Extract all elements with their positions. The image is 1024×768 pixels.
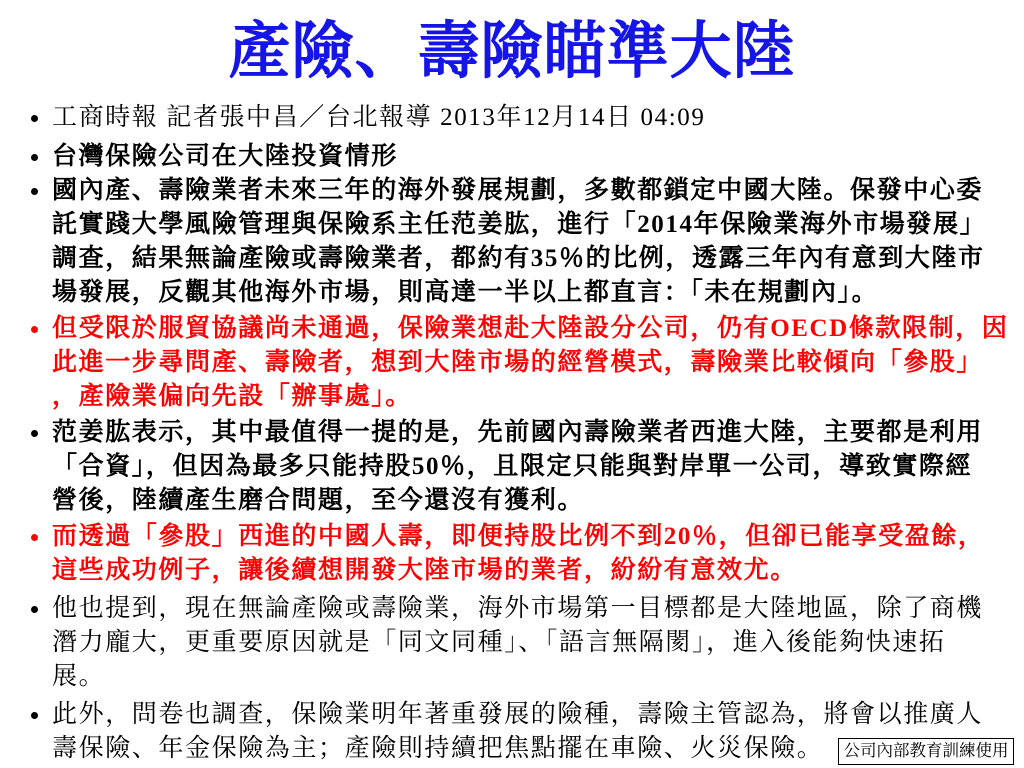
- bullet-marker: [31, 712, 38, 719]
- bullet-line: ，產險業偏向先設「辦事處」。: [52, 383, 412, 410]
- bullet-item-source: [52, 101, 1014, 135]
- slide-title: 產險、壽險瞄準大陸: [228, 18, 796, 86]
- bullet-item-market-focus: [52, 592, 1014, 694]
- bullet-line: 展。: [52, 663, 106, 690]
- bullet-line: 託實踐大學風險管理與保險系主任范姜肱，進行「2014年保險業海外市場發展」: [52, 211, 987, 238]
- bullet-line: 范姜肱表示，其中最值得一提的是，先前國內壽險業者西進大陸，主要都是利用: [52, 419, 984, 446]
- bullet-item-survey-overview: [52, 174, 1014, 310]
- bullet-line: 「合資」，但因為最多只能持股50％，且限定只能與對岸單一公司，導致實際經: [52, 453, 973, 480]
- bullet-item-joint-venture: [52, 416, 1014, 518]
- bullet-line: 但受限於服貿協議尚未通過，保險業想赴大陸設分公司，仍有OECD條款限制，因: [52, 315, 1009, 342]
- bullet-line: 場發展，反觀其他海外市場，則高達一半以上都直言：「未在規劃內」。: [52, 279, 879, 306]
- bullet-line: 潛力龐大，更重要原因就是「同文同種」、「語言無隔閡」，進入後能夠快速拓: [52, 629, 946, 656]
- bullet-item-heading: [52, 140, 1014, 174]
- bullet-line: 此進一步尋問產、壽險者，想到大陸市場的經營模式，壽險業比較傾向「參股」: [52, 349, 984, 376]
- bullet-marker: [31, 326, 38, 333]
- bullet-marker: [31, 188, 38, 195]
- bullet-marker: [31, 606, 38, 613]
- bullet-marker: [31, 534, 38, 541]
- bullet-line: 台灣保險公司在大陸投資情形: [52, 143, 398, 170]
- bullet-line: 營後，陸續產生磨合問題，至今還沒有獲利。: [52, 487, 585, 514]
- bullet-line: 國內產、壽險業者未來三年的海外發展規劃，多數都鎖定中國大陸。保發中心委: [52, 177, 984, 204]
- bullet-line: 而透過「參股」西進的中國人壽，即便持股比例不到20％，但卻已能享受盈餘，: [52, 523, 985, 550]
- internal-use-badge: 公司內部教育訓練使用: [838, 738, 1014, 765]
- bullet-item-equity-example: [52, 520, 1014, 588]
- bullet-line: 他也提到，現在無論產險或壽險業，海外市場第一目標都是大陸地區，除了商機: [52, 595, 984, 622]
- bullet-item-regulation-note: [52, 312, 1014, 414]
- bullet-line: 此外，問卷也調查，保險業明年著重發展的險種，壽險主管認為，將會以推廣人: [52, 701, 984, 728]
- bullet-line: 調查，結果無論產險或壽險業者，都約有35％的比例，透露三年內有意到大陸市: [52, 245, 985, 272]
- bullet-marker: [31, 154, 38, 161]
- bullet-line: 壽保險、年金保險為主；產險則持續把焦點擺在車險、火災保險。: [52, 735, 824, 762]
- bullet-marker: [31, 115, 38, 122]
- bullet-line: 這些成功例子，讓後續想開發大陸市場的業者，紛紛有意效尤。: [52, 557, 797, 584]
- bullet-line: 工商時報 記者張中昌／台北報導 2013年12月14日 04:09: [52, 104, 706, 131]
- bullet-marker: [31, 430, 38, 437]
